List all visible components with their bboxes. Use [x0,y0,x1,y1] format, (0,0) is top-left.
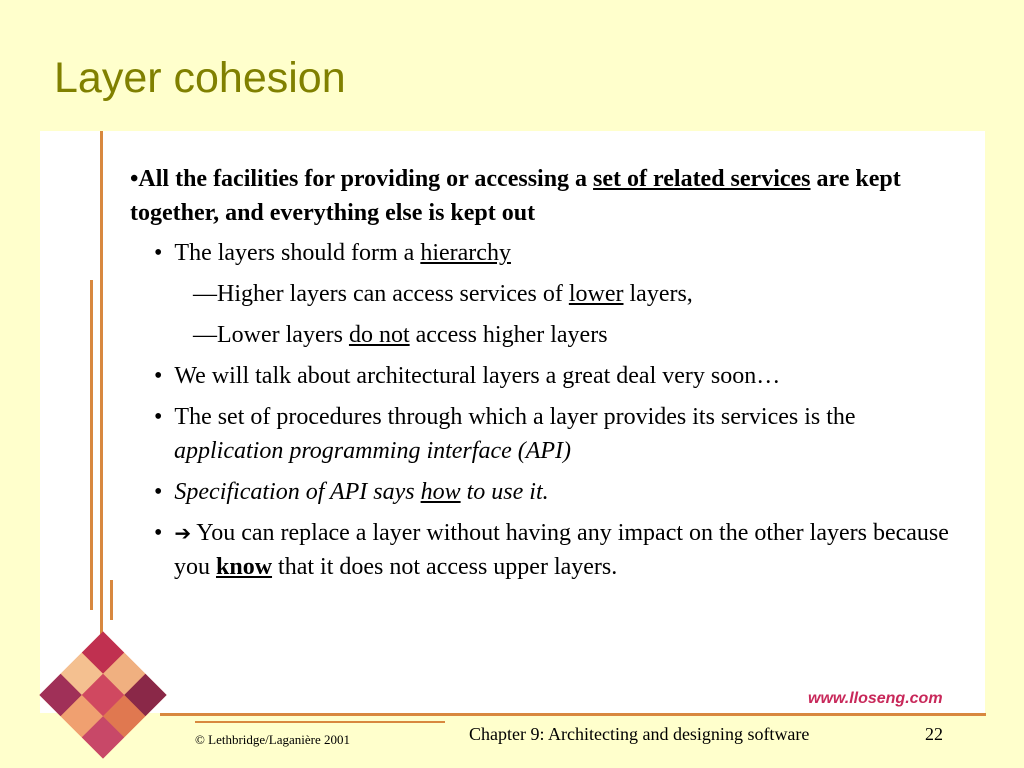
vertical-accent-line [100,131,103,691]
slide-body [130,162,950,591]
sub-bullet-lower: —Lower layers do not access higher layers [193,322,608,348]
vertical-accent-line [110,580,113,620]
bullet-api: • The set of procedures through which a layer provides its services is the application programming interface (API) [154,404,856,464]
arrow-icon: ➔ [174,521,192,545]
horizontal-accent-line [195,721,445,723]
page-number: 22 [925,724,943,744]
sub-bullet-higher: —Higher layers can access services of lower layers, [193,281,693,307]
horizontal-accent-line [160,713,986,716]
related-services-link: set of related services [593,166,811,192]
bullet-architectural-layers: • We will talk about architectural layers a great deal very soon… [154,363,781,389]
bullet-specification: • Specification of API says how to use it. [154,479,549,505]
vertical-accent-line [90,280,93,610]
slide-title: Layer cohesion [54,54,346,102]
bullet-hierarchy: • The layers should form a hierarchy [154,240,511,266]
quilt-logo-icon [38,630,168,760]
footer-copyright: © Lethbridge/Laganière 2001 [195,732,350,747]
footer-chapter: Chapter 9: Architecting and designing software [469,724,810,744]
website-link[interactable]: www.lloseng.com [808,690,943,707]
bullet-replace-layer: • ➔ You can replace a layer without having any impact on the other layers because you know that it does not access upper layers. [154,520,949,580]
main-bullet: •All the facilities for providing or accessing a set of related services are kept together, and everything else is kept out [130,166,901,226]
